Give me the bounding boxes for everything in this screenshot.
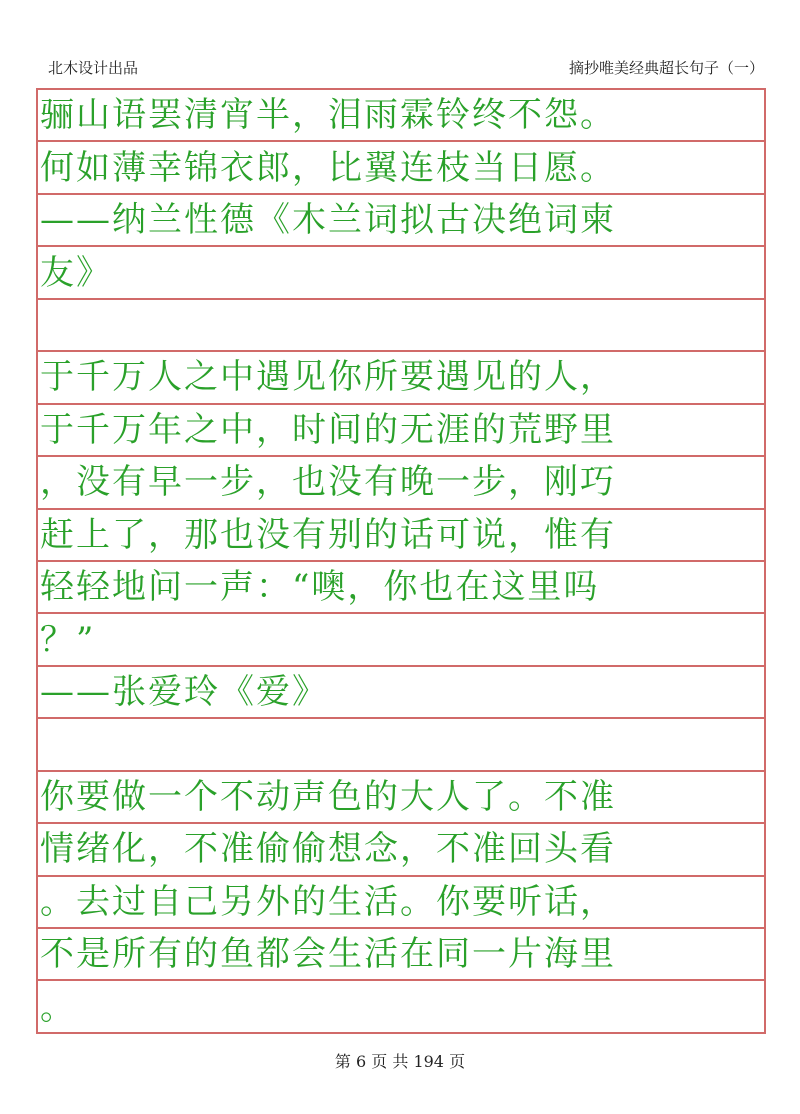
line-text: 赶上了，那也没有别的话可说，惟有 bbox=[40, 514, 616, 555]
line-text: ，没有早一步，也没有晚一步，刚巧 bbox=[40, 462, 616, 503]
text-line bbox=[38, 877, 764, 929]
line-text: 于千万人之中遇见你所要遇见的人， bbox=[40, 357, 616, 398]
line-text: 情绪化，不准偷偷想念，不准回头看 bbox=[40, 829, 616, 870]
text-line bbox=[38, 614, 764, 666]
page-number: 第 6 页 共 194 页 bbox=[334, 1052, 466, 1071]
line-text: 何如薄幸锦衣郎，比翼连枝当日愿。 bbox=[40, 147, 616, 188]
publisher-label: 北木设计出品 bbox=[48, 59, 139, 77]
line-text: 。去过自己另外的生活。你要听话， bbox=[40, 881, 616, 922]
lined-writing-sheet bbox=[36, 88, 766, 1034]
text-line bbox=[38, 824, 764, 876]
text-line bbox=[38, 981, 764, 1033]
line-text: 你要做一个不动声色的大人了。不准 bbox=[40, 776, 616, 817]
text-line bbox=[38, 142, 764, 194]
line-text: ——纳兰性德《木兰词拟古决绝词柬 bbox=[40, 200, 616, 241]
line-text: 于千万年之中，时间的无涯的荒野里 bbox=[40, 409, 616, 450]
text-line bbox=[38, 405, 764, 457]
text-line bbox=[38, 562, 764, 614]
page-header bbox=[48, 56, 764, 80]
line-text: 不是所有的鱼都会生活在同一片海里 bbox=[40, 934, 616, 975]
line-text: 轻轻地问一声：“噢，你也在这里吗 bbox=[40, 567, 600, 608]
line-text: ——张爱玲《爱》 bbox=[40, 672, 328, 713]
line-text: ？” bbox=[40, 619, 96, 660]
line-text: 骊山语罢清宵半，泪雨霖铃终不怨。 bbox=[40, 95, 616, 136]
line-text: 。 bbox=[40, 987, 76, 1028]
blank-line bbox=[38, 300, 764, 352]
text-line bbox=[38, 195, 764, 247]
text-line bbox=[38, 667, 764, 719]
text-line bbox=[38, 772, 764, 824]
line-text: 友》 bbox=[40, 252, 112, 293]
text-line bbox=[38, 352, 764, 404]
text-line bbox=[38, 457, 764, 509]
text-line bbox=[38, 247, 764, 299]
text-line bbox=[38, 510, 764, 562]
text-line bbox=[38, 929, 764, 981]
text-line bbox=[38, 90, 764, 142]
document-title: 摘抄唯美经典超长句子（一） bbox=[568, 59, 764, 77]
blank-line bbox=[38, 719, 764, 771]
